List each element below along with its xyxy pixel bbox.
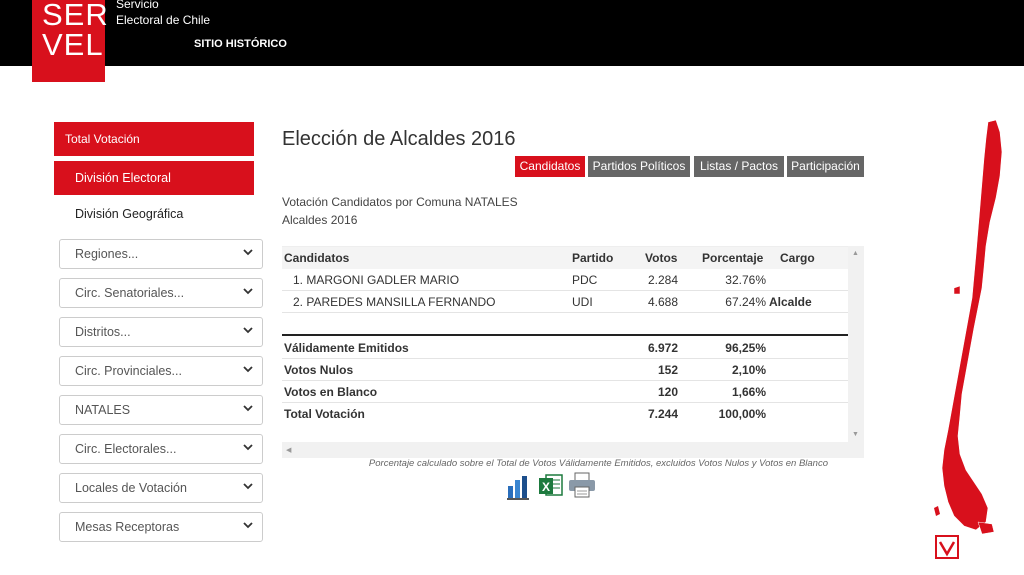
tab-partidos-politicos[interactable]: Partidos Políticos xyxy=(588,156,690,177)
org-line2: Electoral de Chile xyxy=(116,13,211,27)
chevron-down-icon xyxy=(242,480,254,492)
excel-icon[interactable] xyxy=(538,472,564,498)
col-cargo: Cargo xyxy=(780,251,815,265)
candidate-name: 1. MARGONI GADLER MARIO xyxy=(293,273,460,287)
totals-label: Válidamente Emitidos xyxy=(284,341,409,355)
totals-label: Total Votación xyxy=(284,407,365,421)
candidate-party: PDC xyxy=(572,273,598,287)
select-value: Circ. Senatoriales... xyxy=(75,286,185,300)
org-name xyxy=(116,0,210,28)
totals-label: Votos Nulos xyxy=(284,363,354,377)
org-line1: Servicio xyxy=(116,0,159,11)
totals-row xyxy=(282,337,848,359)
col-candidatos: Candidatos xyxy=(284,251,350,265)
totals-votes: 6.972 xyxy=(647,341,678,355)
vertical-scrollbar[interactable] xyxy=(848,246,864,442)
candidate-votes: 2.284 xyxy=(647,273,678,287)
logo-line1: SER xyxy=(42,0,109,32)
select-regiones[interactable] xyxy=(59,239,263,269)
percentage-note: Porcentaje calculado sobre el Total de Votos Válidamente Emitidos, excluidos Votos Nulos y Votos en Blanco xyxy=(368,458,828,469)
scroll-left-icon[interactable]: ◀ xyxy=(286,447,292,454)
select-value: Mesas Receptoras xyxy=(75,520,180,534)
printer-icon[interactable] xyxy=(568,472,594,498)
chevron-down-icon xyxy=(242,285,254,297)
historic-site-label[interactable]: SITIO HISTÓRICO xyxy=(194,38,287,50)
chevron-down-icon xyxy=(242,441,254,453)
total-votacion-button[interactable]: Total Votación xyxy=(54,122,254,156)
totals-pct: 2,10% xyxy=(731,363,766,377)
select-value: Locales de Votación xyxy=(75,481,187,495)
table-header-row xyxy=(282,247,848,269)
select-value: NATALES xyxy=(75,403,131,417)
chevron-down-icon xyxy=(242,519,254,531)
select-mesas-receptoras[interactable] xyxy=(59,512,263,542)
candidate-pct: 67.24% xyxy=(725,295,766,309)
table-row xyxy=(282,291,848,313)
totals-row xyxy=(282,359,848,381)
chevron-down-icon xyxy=(242,402,254,414)
svg-text:X: X xyxy=(542,480,551,494)
totals-row xyxy=(282,403,848,425)
select-comuna[interactable] xyxy=(59,395,263,425)
totals-pct: 1,66% xyxy=(731,385,766,399)
scroll-down-icon[interactable]: ▼ xyxy=(852,431,859,438)
row-divider xyxy=(282,312,848,313)
select-value: Distritos... xyxy=(75,325,131,339)
tab-listas-pactos[interactable]: Listas / Pactos xyxy=(694,156,784,177)
col-porcentaje: Porcentaje xyxy=(702,251,764,265)
candidate-party: UDI xyxy=(572,295,593,309)
sidebar xyxy=(54,122,254,233)
select-distritos[interactable] xyxy=(59,317,263,347)
totals-row xyxy=(282,381,848,403)
select-locales-votacion[interactable] xyxy=(59,473,263,503)
table-row xyxy=(282,269,848,291)
totals-votes: 152 xyxy=(657,363,678,377)
subtitle-comuna: Votación Candidatos por Comuna NATALES xyxy=(282,195,518,209)
totals-divider xyxy=(282,334,848,336)
chevron-down-icon xyxy=(242,246,254,258)
select-value: Circ. Electorales... xyxy=(75,442,177,456)
logo-line2: VEL xyxy=(42,27,104,62)
tab-candidatos[interactable]: Candidatos xyxy=(515,156,585,177)
chile-map[interactable] xyxy=(930,118,1022,566)
candidate-name: 2. PAREDES MANSILLA FERNANDO xyxy=(293,295,496,309)
totals-pct: 96,25% xyxy=(725,341,766,355)
division-geografica-label[interactable]: División Geográfica xyxy=(75,207,184,221)
scroll-up-icon[interactable]: ▲ xyxy=(852,250,859,257)
totals-votes: 7.244 xyxy=(647,407,678,421)
totals-pct: 100,00% xyxy=(718,407,766,421)
chevron-down-icon xyxy=(242,363,254,375)
select-value: Regiones... xyxy=(75,247,139,261)
tab-participacion[interactable]: Participación xyxy=(787,156,864,177)
chevron-down-icon xyxy=(242,324,254,336)
servel-logo[interactable] xyxy=(32,0,109,82)
division-electoral-button[interactable]: División Electoral xyxy=(54,161,254,195)
totals-label: Votos en Blanco xyxy=(284,385,378,399)
select-circ-provinciales[interactable] xyxy=(59,356,263,386)
select-circ-electorales[interactable] xyxy=(59,434,263,464)
page-title: Elección de Alcaldes 2016 xyxy=(282,128,516,150)
candidate-cargo: Alcalde xyxy=(769,295,812,309)
select-circ-senatoriales[interactable] xyxy=(59,278,263,308)
col-partido: Partido xyxy=(572,251,614,265)
col-votos: Votos xyxy=(645,251,678,265)
candidate-pct: 32.76% xyxy=(725,273,766,287)
chart-icon[interactable] xyxy=(506,474,532,500)
totals-votes: 120 xyxy=(657,385,678,399)
horizontal-scrollbar[interactable] xyxy=(282,442,864,458)
select-value: Circ. Provinciales... xyxy=(75,364,182,378)
candidate-votes: 4.688 xyxy=(647,295,678,309)
subtitle-election: Alcaldes 2016 xyxy=(282,213,358,227)
